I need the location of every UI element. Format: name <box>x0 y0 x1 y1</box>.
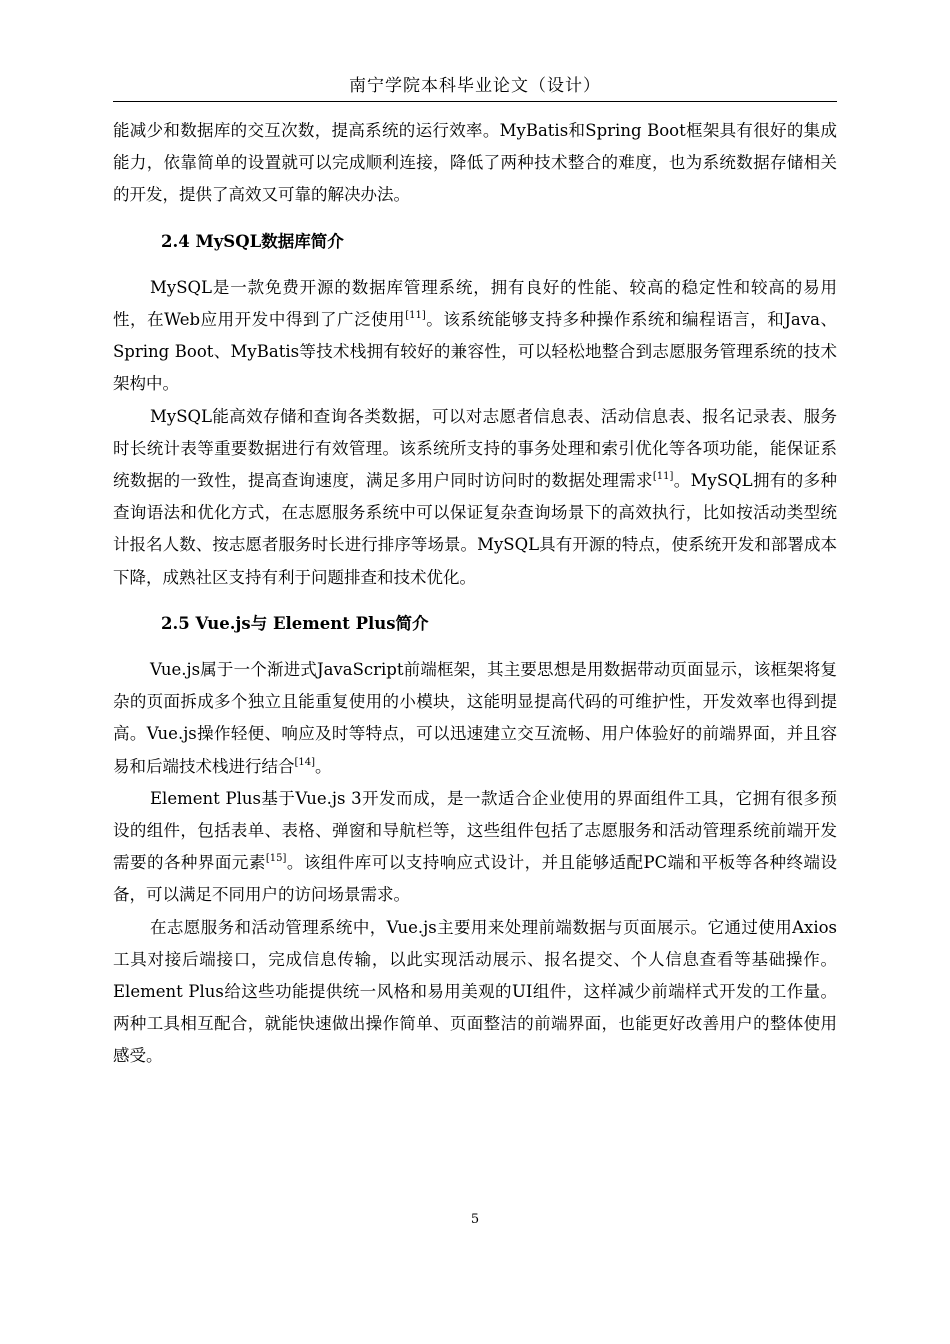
paragraph-text: 。MySQL拥有的多种查询语法和优化方式，在志愿服务系统中可以保证复杂查询场景下的高效执行，比如按活动类型统计报名人数、按志愿者服务时长进行排序等场景。MySQL具有开源的特点，使系统开发和部署成本下降，成熟社区支持有利于问题排查和技术优化。 <box>113 471 837 587</box>
paragraph-text: 。 <box>315 756 332 776</box>
paragraph-text: Element Plus基于Vue.js 3开发而成，是一款适合企业使用的界面组件工具，它拥有很多预设的组件，包括表单、表格、弹窗和导航栏等，这些组件包括了志愿服务和活动管理系统前端开发需要的各种界面元素 <box>113 788 837 873</box>
citation-ref: [11] <box>652 471 674 483</box>
citation-ref: [15] <box>265 853 287 865</box>
paragraph-text: MySQL能高效存储和查询各类数据，可以对志愿者信息表、活动信息表、报名记录表、服务时长统计表等重要数据进行有效管理。该系统所支持的事务处理和索引优化等各项功能，能保证系统数据的一致性，提高查询速度，满足多用户同时访问时的数据处理需求 <box>113 406 837 491</box>
paragraph-text: 。该组件库可以支持响应式设计，并且能够适配PC端和平板等各种终端设备，可以满足不同用户的访问场景需求。 <box>113 853 838 905</box>
paragraph-vue-intro <box>113 654 837 783</box>
body-text <box>113 115 837 1073</box>
page-number: 5 <box>470 1212 480 1227</box>
header-rule <box>113 101 837 102</box>
paragraph-vue-usage: 在志愿服务和活动管理系统中，Vue.js主要用来处理前端数据与页面展示。它通过使用Axios工具对接后端接口，完成信息传输，以此实现活动展示、报名提交、个人信息查看等基础操作。Element Plus给这些功能提供统一风格和易用美观的UI组件，这样减少前端样式开发的工作量。两种工具相互配合，就能快速做出操作简单、页面整洁的前端界面，也能更好改善用户的整体使用感受。 <box>113 917 837 1066</box>
citation-ref: [14] <box>294 756 316 768</box>
paragraph-continued: 能减少和数据库的交互次数，提高系统的运行效率。MyBatis和Spring Boot框架具有很好的集成能力，依靠简单的设置就可以完成顺利连接，降低了两种技术整合的难度，也为系统数据存储相关的开发，提供了高效又可靠的解决办法。 <box>113 121 837 205</box>
paragraph-text: Vue.js属于一个渐进式JavaScript前端框架，其主要思想是用数据带动页面显示，该框架将复杂的页面拆成多个独立且能重复使用的小模块，这能明显提高代码的可维护性，开发效率也得到提高。Vue.js操作轻便、响应及时等特点，可以迅速建立交互流畅、用户体验好的前端界面，并且容易和后端技术栈进行结合 <box>113 660 837 776</box>
paragraph-text: 。该系统能够支持多种操作系统和编程语言，和Java、Spring Boot、MyBatis等技术栈拥有较好的兼容性，可以轻松地整合到志愿服务管理系统的技术架构中。 <box>113 310 837 394</box>
paragraph-element-plus <box>113 783 837 912</box>
running-header: 南宁学院本科毕业论文（设计） <box>349 76 601 96</box>
paragraph-mysql-storage <box>113 401 837 594</box>
section-heading-2-4: 2.4 MySQL数据库简介 <box>161 231 344 251</box>
paragraph-text: MySQL是一款免费开源的数据库管理系统，拥有良好的性能、较高的稳定性和较高的易用性，在Web应用开发中得到了广泛使用 <box>113 277 837 330</box>
paragraph-mysql-intro <box>113 272 837 401</box>
citation-ref: [11] <box>405 310 426 322</box>
section-heading-2-5: 2.5 Vue.js与 Element Plus简介 <box>161 613 429 633</box>
